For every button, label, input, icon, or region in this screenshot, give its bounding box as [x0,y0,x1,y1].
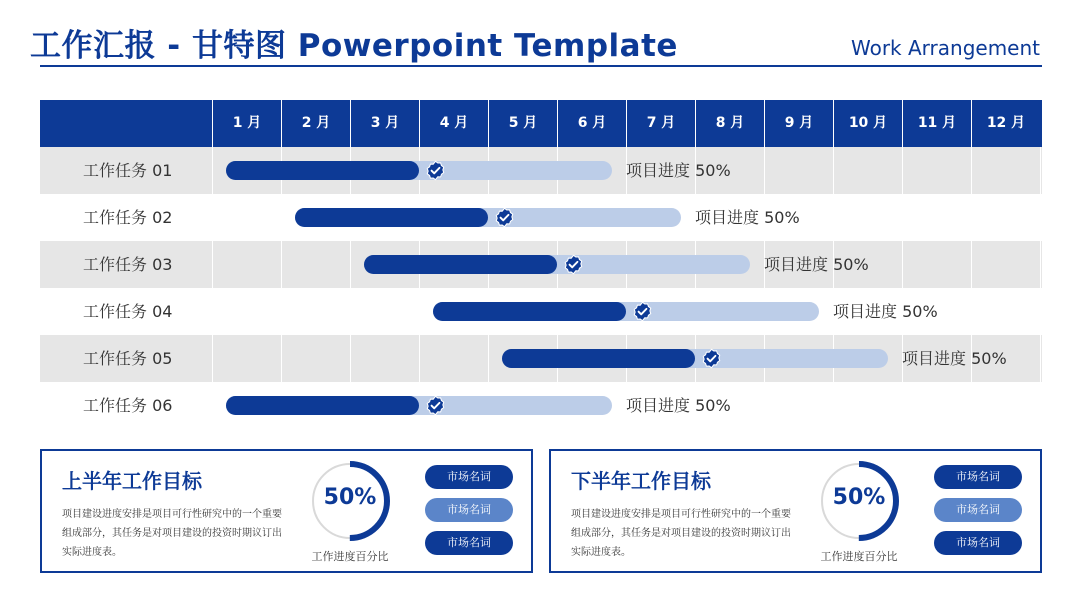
check-badge-icon [701,348,722,369]
task-label: 工作任务 03 [83,255,173,274]
tag-pill[interactable]: 市场名词 [425,531,513,555]
task-bar-progress [295,208,488,227]
gantt-row [40,288,1042,335]
task-progress-label: 项目进度 50% [626,396,731,415]
month-header-7: 7 月 [626,100,695,147]
grid-line [350,335,351,382]
grid-line [833,382,834,429]
grid-line [1040,288,1041,335]
grid-line [212,241,213,288]
page-subtitle: Work Arrangement [850,36,1040,60]
month-header-6: 6 月 [557,100,626,147]
check-badge-icon [563,254,584,275]
month-header-3: 3 月 [350,100,419,147]
progress-percent: 50% [832,485,886,510]
progress-caption: 工作进度百分比 [311,550,389,563]
grid-line [1040,335,1041,382]
grid-line [212,147,213,194]
task-label: 工作任务 02 [83,208,173,227]
panel-second-half [549,449,1042,573]
panel-title: 上半年工作目标 [62,469,202,493]
grid-line [488,335,489,382]
check-badge-icon [494,207,515,228]
month-header-1: 1 月 [212,100,281,147]
tag-pill[interactable]: 市场名词 [934,498,1022,522]
grid-line [212,194,213,241]
panel-description: 项目建设进度安排是项目可行性研究中的一个重要组成部分，其任务是对项目建设的投资时期议订出实际进度表。 [62,509,282,558]
task-bar-progress [433,302,626,321]
grid-line [350,241,351,288]
month-header-12: 12 月 [971,100,1040,147]
grid-line [902,194,903,241]
grid-line [212,288,213,335]
grid-line [1040,241,1041,288]
task-bar-progress [502,349,695,368]
grid-line [902,382,903,429]
progress-caption: 工作进度百分比 [820,550,898,563]
task-progress-label: 项目进度 50% [626,161,731,180]
task-label: 工作任务 04 [83,302,173,321]
check-badge-icon [425,395,446,416]
grid-line [971,241,972,288]
grid-line [971,288,972,335]
grid-line [1040,147,1041,194]
task-label: 工作任务 06 [83,396,173,415]
grid-line [1040,382,1041,429]
tag-pill[interactable]: 市场名词 [425,498,513,522]
grid-line [350,288,351,335]
grid-line [971,147,972,194]
gantt-row [40,147,1042,194]
grid-line [971,382,972,429]
task-progress-label: 项目进度 50% [902,349,1007,368]
panel-description: 项目建设进度安排是项目可行性研究中的一个重要组成部分，其任务是对项目建设的投资时期议订出实际进度表。 [571,509,791,558]
task-progress-label: 项目进度 50% [833,302,938,321]
grid-line [764,382,765,429]
month-header-8: 8 月 [695,100,764,147]
grid-line [902,241,903,288]
month-header-11: 11 月 [902,100,971,147]
grid-line [281,335,282,382]
grid-line [764,147,765,194]
grid-line [281,288,282,335]
page-title: 工作汇报 - 甘特图 Powerpoint Template [30,28,678,64]
task-bar-progress [226,161,419,180]
task-progress-label: 项目进度 50% [764,255,869,274]
tag-pill[interactable]: 市场名词 [425,465,513,489]
task-progress-label: 项目进度 50% [695,208,800,227]
grid-line [419,288,420,335]
task-label: 工作任务 01 [83,161,173,180]
grid-line [419,335,420,382]
gantt-row [40,335,1042,382]
task-bar-progress [226,396,419,415]
grid-line [902,147,903,194]
gantt-row [40,382,1042,429]
grid-line [281,194,282,241]
tag-pill[interactable]: 市场名词 [934,465,1022,489]
grid-line [281,241,282,288]
grid-line [212,382,213,429]
grid-line [212,335,213,382]
panel-title: 下半年工作目标 [571,469,711,493]
grid-line [833,147,834,194]
task-label: 工作任务 05 [83,349,173,368]
month-header-10: 10 月 [833,100,902,147]
gantt-row [40,241,1042,288]
grid-line [971,194,972,241]
progress-percent: 50% [323,485,377,510]
grid-line [1040,194,1041,241]
gantt-header [40,100,1042,147]
title-divider [40,65,1042,67]
check-badge-icon [632,301,653,322]
check-badge-icon [425,160,446,181]
month-header-4: 4 月 [419,100,488,147]
panel-first-half [40,449,533,573]
grid-line [833,194,834,241]
gantt-body [40,147,1042,429]
gantt-row [40,194,1042,241]
month-header-2: 2 月 [281,100,350,147]
task-bar-progress [364,255,557,274]
gantt-chart [40,100,1042,429]
month-header-9: 9 月 [764,100,833,147]
tag-pill[interactable]: 市场名词 [934,531,1022,555]
month-header-5: 5 月 [488,100,557,147]
